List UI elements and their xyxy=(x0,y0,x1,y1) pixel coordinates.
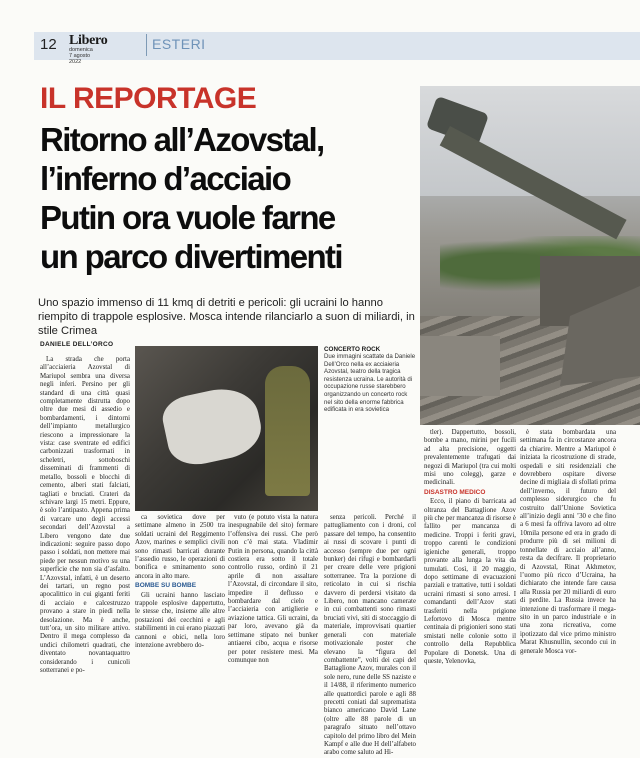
article-column xyxy=(520,429,616,655)
date-year: 2022 xyxy=(69,59,82,65)
tank-barrel-graphic xyxy=(420,86,640,425)
headline-line: un parco divertimenti xyxy=(40,238,342,275)
article-column xyxy=(324,514,416,757)
paragraph: tler). Dappertutto, bossoli, bombe a mano, mirini per fucili ad alta precisione, oggetti prevalentemente trafugati dai negozi di Mariupol (tra cui molti misi uno colegg), garze e medicinali. xyxy=(424,429,516,487)
main-photo-tank-ruins xyxy=(420,86,640,425)
headline xyxy=(40,120,425,276)
kicker: IL REPORTAGE xyxy=(40,82,257,115)
paragraph: La strada che porta all’acciaieria Azovstal di Mariupol sembra una diversa negli inferi. Persino per gli standard di una città quasi completamente distrutta dopo oltre due mesi di assedio e bombardamenti, i dintorni dell’impianto metallurgico riescono a impressionare la vista: case sventrate ed edifici carbonizzati trasformati in scheletri, sottoboschi disseminati di frammenti di metallo, bossoli e blocchi di cemento, alberi stati falciati, tagliati e bruciati. Crateri da schivare largi 15 metri. Eppure, è solo l’antipasto. Appena prima di varcare uno degli accessi secondari dell’Azovstal a Libero vengono date due indicazioni: seguire passo dopo passo i soldati, non mettere mai piede per nessun motivo su una superficie che non sia d’asfalto. L’Azovstal, infatti, è un deserto dei tartari, un regno post apocalittico in cui giganti feriti di acciaio e calcestruzzo provano a stare in piedi nella desolazione. Ma è anche, tutt’ora, un sito militare attivo. Dentro il mega complesso da undici chilometri quadrati, che diventato novantaquattro considerando i cunicoli sotterranei e po- xyxy=(40,356,130,675)
issue-date xyxy=(69,47,93,65)
subheadline: Uno spazio immenso di 11 kmq di detriti e pericoli: gli ucraini lo hanno riempito di trappole esplosive. Mosca intende rilanciarlo a suon di miliardi, in stile Crimea xyxy=(38,297,415,337)
paragraph: è stata bombardata una settimana fa in circostanze ancora da chiarire. Mentre a Mariupol è iniziata la ricostruzione di strade, ospedali e siti residenziali che dovrebbero ospitare diverse decine di migliaia di sfollati prima dell’inverno, il futuro del complesso siderurgico che fu costruito dall’Unione Sovietica all’inizio degli anni ’30 e che fino a 6 mesi fa offriva lavoro ad oltre 10mila persone ed era in grado di produrre più di sei milioni di tonnellate di acciaio all’anno, resta da decifrare. Il proprietario di Azovstal, Rinat Akhmetov, l’uomo più ricco d’Ucraina, ha dichiarato che intende fare causa alla Russia per 20 miliardi di euro di perdite. La Russia invece ha intenzione di trasformare il mega-sito in un parco industriale e in una zona ricreativa, come ipotizzato dal vice primo ministro Marat Khusnullin, secondo cui in generale Mosca vor- xyxy=(520,429,616,655)
photo-soldier xyxy=(265,366,310,496)
section-subtitle: BOMBE SU BOMBE xyxy=(135,582,197,590)
paragraph: Ecco, il piano di barricata ad oltranza del Battaglione Azov più che per mancanza di risorse è fallito per mancanza di medicine. Troppi i feriti gravi, troppo carenti le condizioni igieniche generali, troppo provante alla lunga la vita da tumulati. Così, il 20 maggio, dopo settimane di evacuazioni parziali e trattative, tutti i soldati ucraini rimasti si sono arresi. I comandanti dell’Azov stati trasferiti nella prigione Lefortovo di Mosca mentre centinaia di prigionieri sono stati smistati nelle colonie sotto il controllo della Repubblica Popolare di Donetsk. Una di queste, Yelenovka, xyxy=(424,498,516,665)
header-divider xyxy=(146,34,147,56)
headline-line: Putin ora vuole farne xyxy=(40,199,335,236)
section-subtitle: DISASTRO MEDICO xyxy=(424,488,486,496)
article-column xyxy=(424,429,516,665)
article-column xyxy=(228,514,318,664)
headline-line: l’inferno d’acciaio xyxy=(40,160,291,197)
caption-text: Due immagini scattate da Daniele Dell’Orco nella ex acciaieria Azovstal, teatro della tragica resistenza ucraina. Le autorità di occupazione russe starebbero organizzando un concerto rock nel sito della enorme fabbrica edificata in era sovietica xyxy=(324,353,416,414)
article-column xyxy=(135,514,225,650)
newspaper-logo: Libero xyxy=(69,33,108,48)
paragraph: Gli ucraini hanno lasciato trappole esplosive dappertutto, le stesse che, insieme alle altre postazioni dei cecchini e agli stabilimenti in cui erano piazzati cannoni e obici, nella loro intenzione avrebbero do- xyxy=(135,591,225,650)
photo-caption-box xyxy=(324,346,416,511)
section-label: ESTERI xyxy=(152,36,206,52)
page-number: 12 xyxy=(40,36,57,53)
headline-line: Ritorno all’Azovstal, xyxy=(40,121,324,158)
inset-photo-soldier xyxy=(135,346,318,511)
paragraph: vuto (e potuto vista la natura inespugnabile del sito) fermare l’offensiva dei russi. Che però non c’è mai stata. Vladimir Putin in persona, quando la città costiera era sotto il totale controllo russo, ordinò il 21 aprile di non assaltare l’Azovstal, di circondare il sito, impedire il deflusso e bombardare dal cielo e l’acciaieria con artiglierie e aviazione tattica. Gli ucraini, da par loro, avevano già da settimane stipato nei bunker antiaerei cibo, acqua e risorse per poter resistere mesi. Ma comunque non xyxy=(228,514,318,664)
date-weekday: domenica xyxy=(69,47,93,53)
byline: DANIELE DELL’ORCO xyxy=(40,341,114,348)
caption-title: CONCERTO ROCK xyxy=(324,346,381,353)
paragraph: ca sovietica dove per settimane almeno in 2500 tra soldati ucraini del Reggimento Azov, marines e semplici civili sono rimasti barricati durante l’assedio russo, le operazioni di bonifica e sminamento sono ancora in alto mare. xyxy=(135,514,225,580)
date-day: 7 agosto xyxy=(69,53,91,59)
paragraph: senza pericoli. Perché il pattugliamento con i droni, col passare del tempo, ha consentito ai russi di scovare i punti di accesso (sempre due per ogni bunker) dei rifugi e bombardarli per creare delle vere prigioni sotterranee. Tra la porzione di reticolato in cui si rischia davvero di perdersi visitato da Libero, non mancano camerate in cui combattenti sono rimasti bruciati vivi, siti di stoccaggio di materiale, improvvisati quartier generali con materiale motivazionale poster che elevano la “figura del combattente”, volti dei capi del Battaglione Azov, murales con il sole nero, rune delle SS naziste e il 14/88, il riferimento numerico alle quattordici parole e agli 88 precetti coniati dal suprematista bianco americano David Lane (oltre alle 88 parole di un paragrafo situato nell’ottavo capitolo del primo libro del Mein Kampf e alle due H dell’alfabeto arabo come saluto ad Hi- xyxy=(324,514,416,757)
photo-body-bag xyxy=(159,382,266,470)
article-column xyxy=(40,356,130,675)
page-header-bar xyxy=(34,32,640,60)
